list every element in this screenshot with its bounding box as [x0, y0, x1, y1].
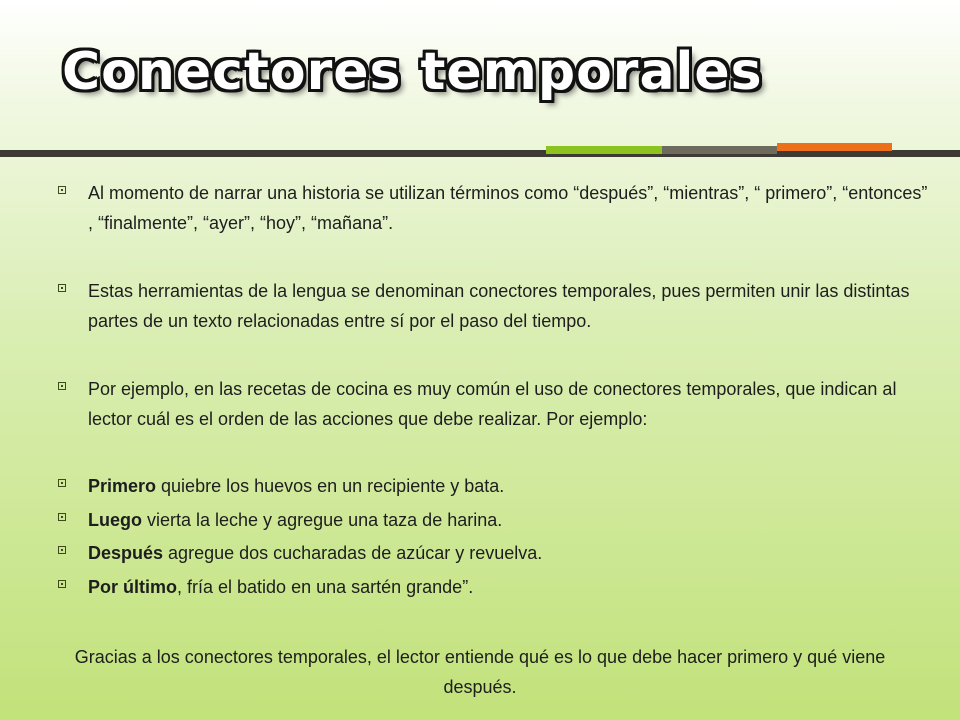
step-rest: agregue dos cucharadas de azúcar y revuelva. [163, 543, 543, 563]
square-bullet-icon [58, 284, 66, 292]
list-item [52, 471, 932, 501]
paragraph-example: Por ejemplo, en las recetas de cocina es muy común el uso de conectores temporales, que indican al lector cuál es el orden de las acciones que debe realizar. Por ejemplo: [88, 379, 897, 429]
accent-bar-green [546, 146, 662, 154]
accent-bar-gray [662, 146, 777, 154]
step-text [88, 505, 502, 535]
square-bullet-icon [58, 479, 66, 487]
accent-bar-orange [777, 143, 892, 151]
step-rest: vierta la leche y agregue una taza de harina. [142, 510, 503, 530]
square-bullet-icon [58, 186, 66, 194]
step-rest: , fría el batido en una sartén grande”. [177, 577, 474, 597]
step-text [88, 572, 473, 602]
list-item [52, 572, 932, 602]
paragraph-intro: Al momento de narrar una historia se utilizan términos como “después”, “mientras”, “ primero”, “entonces” , “finalmente”, “ayer”, “hoy”, “mañana”. [88, 183, 928, 233]
closing-text: Gracias a los conectores temporales, el lector entiende qué es lo que debe hacer primero y qué viene después. [74, 647, 886, 697]
connector-word: Primero [88, 476, 157, 496]
connector-word: Por último [88, 577, 177, 597]
list-item [52, 374, 932, 434]
list-item [52, 276, 932, 336]
paragraph-definition: Estas herramientas de la lengua se denominan conectores temporales, pues permiten unir las distintas partes de un texto relacionadas entre sí por el paso del tiempo. [88, 281, 910, 331]
square-bullet-icon [58, 382, 66, 390]
connector-word: Después [88, 543, 164, 563]
list-item [52, 178, 932, 238]
connector-word: Luego [88, 510, 142, 530]
slide-title: Conectores temporales [62, 42, 763, 102]
list-item [52, 505, 932, 535]
title-divider [0, 150, 960, 157]
square-bullet-icon [58, 546, 66, 554]
step-rest: quiebre los huevos en un recipiente y bata. [156, 476, 505, 496]
list-item [52, 538, 932, 568]
step-text [88, 538, 542, 568]
square-bullet-icon [58, 580, 66, 588]
square-bullet-icon [58, 513, 66, 521]
step-text [88, 471, 504, 501]
